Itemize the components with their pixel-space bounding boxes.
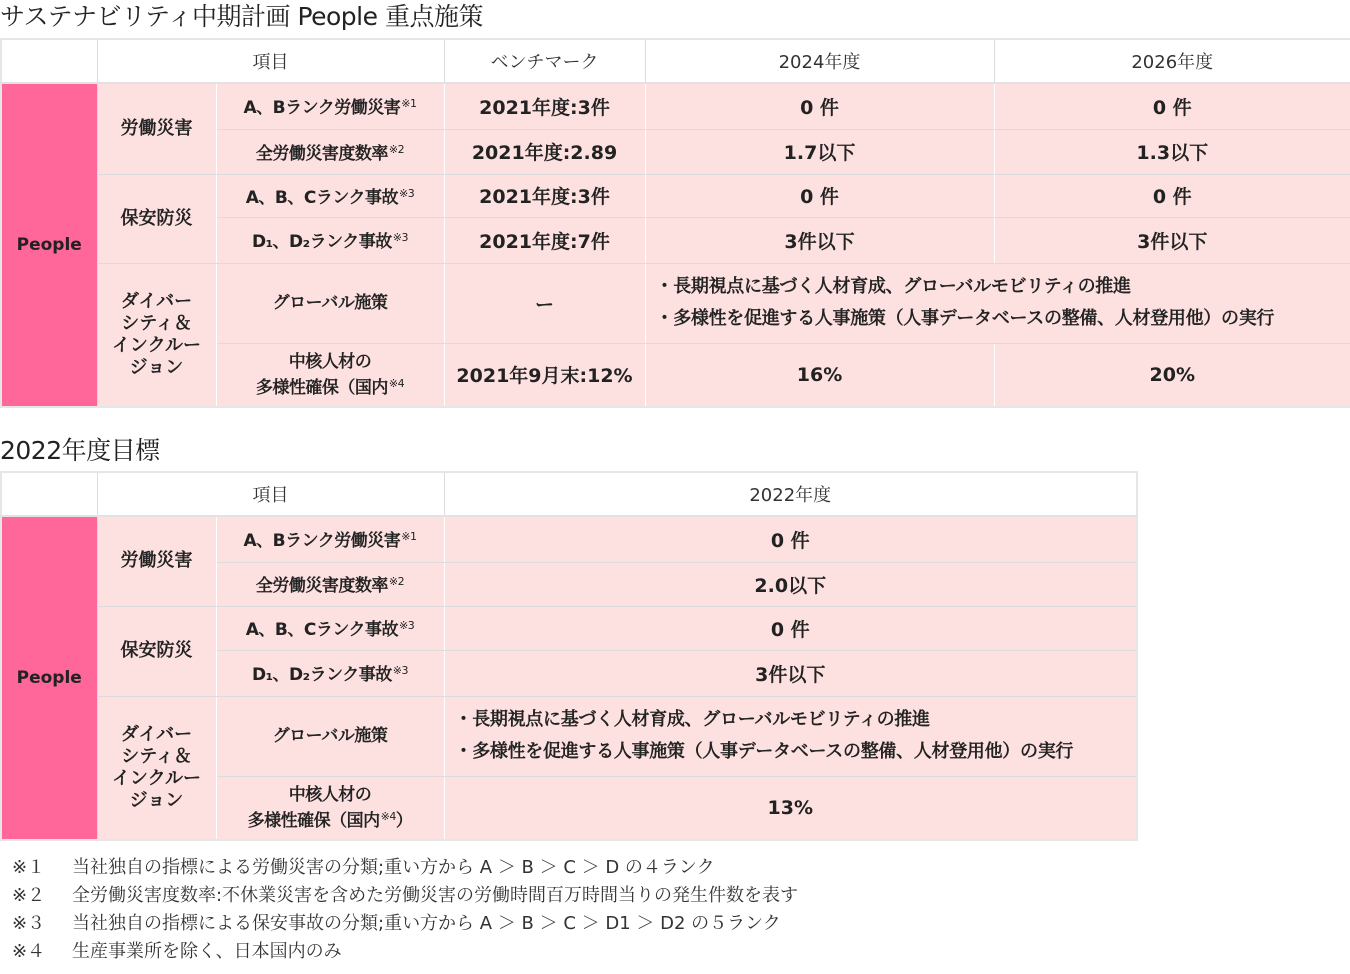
target-2026-value: 20%: [994, 343, 1350, 407]
group-label: 労働災害: [97, 83, 216, 174]
item-label: D₁、D₂ランク事故$^{※3}$: [216, 217, 444, 263]
target-table: [0, 471, 1138, 841]
benchmark-value: 2021年度:3件: [444, 83, 645, 129]
benchmark-value: ー: [444, 263, 645, 343]
table-row: [1, 696, 1137, 776]
item-label: グローバル施策: [216, 263, 444, 343]
table-row: [1, 174, 1350, 217]
pillar-label: People: [1, 83, 97, 407]
item-label: A、Bランク労働災害$^{※1}$: [216, 516, 444, 562]
group-label: 保安防災: [97, 174, 216, 263]
benchmark-value: 2021年度:7件: [444, 217, 645, 263]
policy-text: ・長期視点に基づく人材育成、グローバルモビリティの推進 ・多様性を促進する人事施策（人事データベースの整備、人材登用他）の実行: [444, 696, 1137, 776]
plan-table: [0, 38, 1350, 408]
target-2024-value: 0 件: [645, 174, 994, 217]
target-2024-value: 1.7以下: [645, 129, 994, 174]
target-2024-value: 3件以下: [645, 217, 994, 263]
target-2022-value: 2.0以下: [444, 562, 1137, 606]
item-label: 全労働災害度数率$^{※2}$: [216, 562, 444, 606]
target-2026-value: 3件以下: [994, 217, 1350, 263]
plan-title: サステナビリティ中期計画 People 重点施策: [0, 2, 483, 31]
item-label: グローバル施策: [216, 696, 444, 776]
item-label: A、Bランク労働災害$^{※1}$: [216, 83, 444, 129]
plan-header-benchmark: ベンチマーク: [444, 39, 645, 83]
group-label: 保安防災: [97, 606, 216, 696]
table-row: [1, 263, 1350, 343]
target-2024-value: 0 件: [645, 83, 994, 129]
policy-text: ・長期視点に基づく人材育成、グローバルモビリティの推進 ・多様性を促進する人事施策（人事データベースの整備、人材登用他）の実行: [645, 263, 1350, 343]
footnote: ※１ 当社独自の指標による労働災害の分類;重い方から A ＞ B ＞ C ＞ D の４ランク: [12, 857, 715, 878]
target-2026-value: 1.3以下: [994, 129, 1350, 174]
plan-header-2026: 2026年度: [994, 39, 1350, 83]
item-label: D₁、D₂ランク事故$^{※3}$: [216, 650, 444, 696]
target-header-item: 項目: [97, 472, 444, 516]
item-label: A、B、Cランク事故$^{※3}$: [216, 606, 444, 650]
target-header-2022: 2022年度: [444, 472, 1137, 516]
group-label: ダイバー シティ＆ インクルー ジョン: [97, 696, 216, 840]
target-header-row: [1, 472, 1137, 516]
plan-header-2024: 2024年度: [645, 39, 994, 83]
table-row: [1, 516, 1137, 562]
footnote: ※３ 当社独自の指標による保安事故の分類;重い方から A ＞ B ＞ C ＞ D1 ＞ D2 の５ランク: [12, 913, 781, 934]
group-label: 労働災害: [97, 516, 216, 606]
target-2026-value: 0 件: [994, 174, 1350, 217]
item-label: 全労働災害度数率$^{※2}$: [216, 129, 444, 174]
target-2026-value: 0 件: [994, 83, 1350, 129]
plan-header-row: [1, 39, 1350, 83]
table-row: [1, 606, 1137, 650]
target-title: 2022年度目標: [0, 436, 160, 465]
table-row: [1, 83, 1350, 129]
benchmark-value: 2021年度:2.89: [444, 129, 645, 174]
target-2022-value: 13%: [444, 776, 1137, 840]
benchmark-value: 2021年度:3件: [444, 174, 645, 217]
footnotes: [12, 854, 798, 966]
group-label: ダイバー シティ＆ インクルー ジョン: [97, 263, 216, 407]
target-2022-value: 3件以下: [444, 650, 1137, 696]
item-label: 中核人材の 多様性確保（国内$^{※4}$: [216, 343, 444, 407]
plan-header-blank: [1, 39, 97, 83]
pillar-label: People: [1, 516, 97, 840]
plan-header-item: 項目: [97, 39, 444, 83]
target-2022-value: 0 件: [444, 606, 1137, 650]
footnote: ※４ 生産事業所を除く、日本国内のみ: [12, 941, 342, 962]
target-2024-value: 16%: [645, 343, 994, 407]
target-header-blank: [1, 472, 97, 516]
target-2022-value: 0 件: [444, 516, 1137, 562]
item-label: A、B、Cランク事故$^{※3}$: [216, 174, 444, 217]
item-label: 中核人材の 多様性確保（国内$^{※4}$）: [216, 776, 444, 840]
benchmark-value: 2021年9月末:12%: [444, 343, 645, 407]
footnote: ※２ 全労働災害度数率:不休業災害を含めた労働災害の労働時間百万時間当りの発生件数を表す: [12, 885, 799, 906]
